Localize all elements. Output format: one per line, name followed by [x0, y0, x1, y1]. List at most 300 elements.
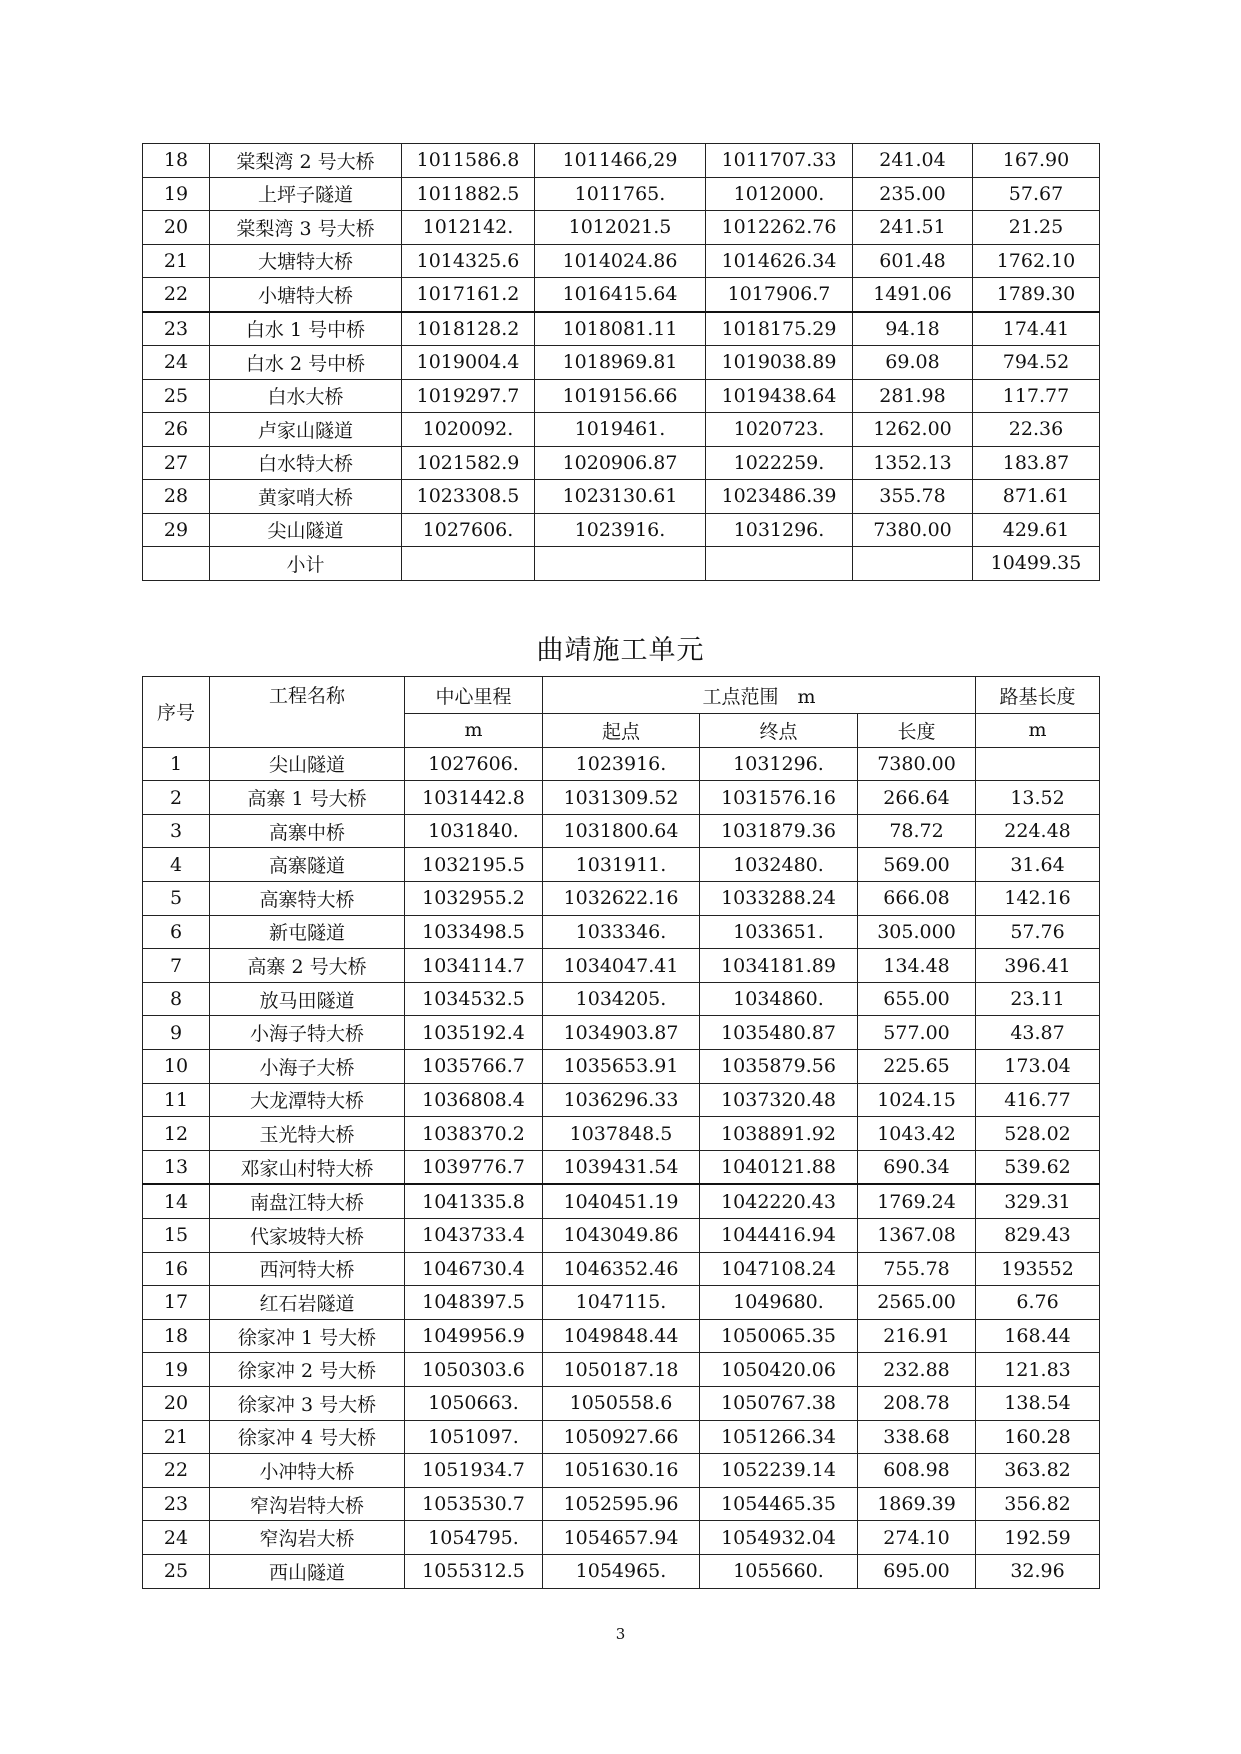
cell-center: 1014325.6 [402, 244, 535, 278]
cell-length: 1262.00 [853, 413, 973, 447]
cell-start: 1034047.41 [543, 949, 700, 983]
cell-start: 1018969.81 [535, 346, 706, 380]
section-title: 曲靖施工单元 [536, 635, 705, 666]
cell-name: 代家坡特大桥 [210, 1219, 405, 1253]
table-row [143, 1083, 1100, 1117]
cell-seq: 20 [143, 1386, 210, 1420]
cell-end: 1018175.29 [706, 312, 853, 346]
cell-end: 1049680. [700, 1286, 858, 1320]
header-start: 起点 [543, 714, 700, 748]
cell-subgrade: 396.41 [976, 949, 1100, 983]
cell-name: 放马田隧道 [210, 982, 405, 1016]
cell-center: 1021582.9 [402, 446, 535, 480]
cell-center: 1019004.4 [402, 346, 535, 380]
cell-start: 1035653.91 [543, 1050, 700, 1084]
cell-seq: 25 [143, 379, 210, 413]
cell-start: 1023916. [535, 513, 706, 547]
cell-center: 1039776.7 [405, 1150, 543, 1184]
header-name-blank [210, 714, 405, 748]
cell-end: 1020723. [706, 413, 853, 447]
cell-subgrade: 794.52 [973, 346, 1100, 380]
table-row [143, 1487, 1100, 1521]
cell-seq: 29 [143, 513, 210, 547]
cell-seq: 7 [143, 949, 210, 983]
cell-name: 小冲特大桥 [210, 1454, 405, 1488]
cell-length: 7380.00 [858, 747, 976, 781]
table-row [143, 312, 1100, 346]
cell-start: 1023916. [543, 747, 700, 781]
cell-center: 1051934.7 [405, 1454, 543, 1488]
table-row [143, 144, 1100, 178]
cell-subgrade: 13.52 [976, 781, 1100, 815]
cell-start: 1016415.64 [535, 278, 706, 312]
cell-length [853, 547, 973, 581]
cell-length: 235.00 [853, 177, 973, 211]
cell-name: 窄沟岩特大桥 [210, 1487, 405, 1521]
cell-start: 1036296.33 [543, 1083, 700, 1117]
cell-start: 1043049.86 [543, 1219, 700, 1253]
cell-start: 1049848.44 [543, 1319, 700, 1353]
cell-subgrade: 1789.30 [973, 278, 1100, 312]
cell-subgrade [976, 747, 1100, 781]
cell-seq: 17 [143, 1286, 210, 1320]
cell-end: 1034181.89 [700, 949, 858, 983]
cell-length: 338.68 [858, 1420, 976, 1454]
cell-seq: 12 [143, 1117, 210, 1151]
table-continued [142, 143, 1100, 581]
cell-seq: 2 [143, 781, 210, 815]
header-row-1 [143, 677, 1100, 714]
header-subgrade-unit: m [976, 714, 1100, 748]
header-row-2 [143, 714, 1100, 748]
cell-seq: 18 [143, 1319, 210, 1353]
table-row [143, 915, 1100, 949]
cell-name: 上坪子隧道 [210, 177, 402, 211]
cell-length: 281.98 [853, 379, 973, 413]
cell-start: 1020906.87 [535, 446, 706, 480]
cell-start: 1040451.19 [543, 1184, 700, 1218]
cell-seq: 19 [143, 1353, 210, 1387]
cell-center: 1027606. [402, 513, 535, 547]
table-row [143, 949, 1100, 983]
cell-end: 1034860. [700, 982, 858, 1016]
cell-length: 1769.24 [858, 1184, 976, 1218]
cell-length: 266.64 [858, 781, 976, 815]
cell-subgrade: 174.41 [973, 312, 1100, 346]
cell-start: 1037848.5 [543, 1117, 700, 1151]
page-number: 3 [615, 1625, 626, 1643]
cell-start: 1047115. [543, 1286, 700, 1320]
cell-length: 2565.00 [858, 1286, 976, 1320]
table-row [143, 211, 1100, 245]
cell-center: 1018128.2 [402, 312, 535, 346]
cell-end: 1035480.87 [700, 1016, 858, 1050]
cell-start: 1051630.16 [543, 1454, 700, 1488]
cell-length: 241.04 [853, 144, 973, 178]
cell-length: 755.78 [858, 1252, 976, 1286]
cell-subgrade: 829.43 [976, 1219, 1100, 1253]
cell-end: 1042220.43 [700, 1184, 858, 1218]
cell-subgrade: 142.16 [976, 882, 1100, 916]
cell-center: 1032955.2 [405, 882, 543, 916]
cell-center: 1049956.9 [405, 1319, 543, 1353]
cell-subgrade: 117.77 [973, 379, 1100, 413]
cell-end: 1012000. [706, 177, 853, 211]
cell-seq: 6 [143, 915, 210, 949]
cell-start: 1050187.18 [543, 1353, 700, 1387]
table-row [143, 982, 1100, 1016]
cell-subgrade: 6.76 [976, 1286, 1100, 1320]
cell-end: 1047108.24 [700, 1252, 858, 1286]
cell-length: 690.34 [858, 1150, 976, 1184]
cell-length: 1491.06 [853, 278, 973, 312]
table-row [143, 1554, 1100, 1588]
header-seq: 序号 [143, 677, 210, 748]
cell-length: 695.00 [858, 1554, 976, 1588]
header-range: 工点范围 m [543, 677, 976, 714]
cell-name: 红石岩隧道 [210, 1286, 405, 1320]
table-row [143, 1050, 1100, 1084]
cell-subgrade: 363.82 [976, 1454, 1100, 1488]
table-row [143, 446, 1100, 480]
header-subgrade: 路基长度 [976, 677, 1100, 714]
cell-end: 1054465.35 [700, 1487, 858, 1521]
cell-start: 1031309.52 [543, 781, 700, 815]
cell-subgrade: 167.90 [973, 144, 1100, 178]
cell-subgrade: 224.48 [976, 814, 1100, 848]
cell-subgrade: 192.59 [976, 1521, 1100, 1555]
cell-center: 1051097. [405, 1420, 543, 1454]
cell-name: 西河特大桥 [210, 1252, 405, 1286]
cell-length: 1043.42 [858, 1117, 976, 1151]
cell-seq: 19 [143, 177, 210, 211]
cell-name: 尖山隧道 [210, 747, 405, 781]
cell-center: 1031840. [405, 814, 543, 848]
cell-subgrade: 871.61 [973, 480, 1100, 514]
cell-seq: 22 [143, 1454, 210, 1488]
cell-center: 1032195.5 [405, 848, 543, 882]
cell-subgrade: 22.36 [973, 413, 1100, 447]
cell-length: 78.72 [858, 814, 976, 848]
cell-start: 1019156.66 [535, 379, 706, 413]
cell-subgrade: 173.04 [976, 1050, 1100, 1084]
cell-start: 1050927.66 [543, 1420, 700, 1454]
cell-start: 1046352.46 [543, 1252, 700, 1286]
cell-end: 1012262.76 [706, 211, 853, 245]
cell-subgrade: 329.31 [976, 1184, 1100, 1218]
cell-end: 1031879.36 [700, 814, 858, 848]
cell-seq: 28 [143, 480, 210, 514]
cell-seq: 27 [143, 446, 210, 480]
cell-end: 1055660. [700, 1554, 858, 1588]
cell-center: 1011882.5 [402, 177, 535, 211]
table-row [143, 1319, 1100, 1353]
cell-end: 1031296. [700, 747, 858, 781]
cell-seq [143, 547, 210, 581]
cell-center: 1033498.5 [405, 915, 543, 949]
cell-seq: 11 [143, 1083, 210, 1117]
header-center: 中心里程 [405, 677, 543, 714]
cell-seq: 8 [143, 982, 210, 1016]
cell-center: 1035766.7 [405, 1050, 543, 1084]
table-row [143, 480, 1100, 514]
cell-name: 南盘江特大桥 [210, 1184, 405, 1218]
table-row [143, 848, 1100, 882]
cell-start: 1023130.61 [535, 480, 706, 514]
cell-subgrade: 32.96 [976, 1554, 1100, 1588]
cell-name: 徐家冲 3 号大桥 [210, 1386, 405, 1420]
cell-name: 高寨中桥 [210, 814, 405, 848]
cell-length: 7380.00 [853, 513, 973, 547]
cell-subgrade: 57.67 [973, 177, 1100, 211]
header-end: 终点 [700, 714, 858, 748]
cell-seq: 24 [143, 346, 210, 380]
cell-length: 94.18 [853, 312, 973, 346]
cell-seq: 14 [143, 1184, 210, 1218]
cell-seq: 5 [143, 882, 210, 916]
cell-end: 1044416.94 [700, 1219, 858, 1253]
cell-seq: 21 [143, 244, 210, 278]
table-row [143, 1016, 1100, 1050]
cell-end: 1037320.48 [700, 1083, 858, 1117]
cell-name: 高寨特大桥 [210, 882, 405, 916]
cell-end: 1017906.7 [706, 278, 853, 312]
cell-end: 1050420.06 [700, 1353, 858, 1387]
table-row [143, 346, 1100, 380]
cell-center: 1055312.5 [405, 1554, 543, 1588]
cell-length: 577.00 [858, 1016, 976, 1050]
cell-end: 1014626.34 [706, 244, 853, 278]
cell-length: 274.10 [858, 1521, 976, 1555]
cell-end: 1040121.88 [700, 1150, 858, 1184]
cell-start: 1034903.87 [543, 1016, 700, 1050]
cell-seq: 3 [143, 814, 210, 848]
cell-length: 208.78 [858, 1386, 976, 1420]
cell-subgrade: 21.25 [973, 211, 1100, 245]
cell-end: 1054932.04 [700, 1521, 858, 1555]
cell-end: 1050767.38 [700, 1386, 858, 1420]
cell-center: 1048397.5 [405, 1286, 543, 1320]
cell-name: 棠梨湾 2 号大桥 [210, 144, 402, 178]
cell-start: 1012021.5 [535, 211, 706, 245]
cell-name: 黄家哨大桥 [210, 480, 402, 514]
cell-start: 1031911. [543, 848, 700, 882]
cell-length: 569.00 [858, 848, 976, 882]
cell-length: 1024.15 [858, 1083, 976, 1117]
cell-center: 1053530.7 [405, 1487, 543, 1521]
cell-name: 高寨 1 号大桥 [210, 781, 405, 815]
cell-center: 1038370.2 [405, 1117, 543, 1151]
cell-seq: 13 [143, 1150, 210, 1184]
cell-start: 1050558.6 [543, 1386, 700, 1420]
table-row [143, 1454, 1100, 1488]
cell-end: 1051266.34 [700, 1420, 858, 1454]
cell-length: 69.08 [853, 346, 973, 380]
cell-length: 1352.13 [853, 446, 973, 480]
cell-center: 1050663. [405, 1386, 543, 1420]
cell-seq: 4 [143, 848, 210, 882]
cell-subgrade: 121.83 [976, 1353, 1100, 1387]
cell-name: 卢家山隧道 [210, 413, 402, 447]
cell-length: 601.48 [853, 244, 973, 278]
cell-center: 1023308.5 [402, 480, 535, 514]
cell-end: 1038891.92 [700, 1117, 858, 1151]
cell-subgrade: 429.61 [973, 513, 1100, 547]
table-row [143, 882, 1100, 916]
cell-subgrade: 416.77 [976, 1083, 1100, 1117]
table-row [143, 1184, 1100, 1218]
table-row [143, 1420, 1100, 1454]
table-continued-body [143, 144, 1100, 581]
table-row [143, 513, 1100, 547]
cell-name: 白水 2 号中桥 [210, 346, 402, 380]
cell-subgrade: 43.87 [976, 1016, 1100, 1050]
cell-start: 1031800.64 [543, 814, 700, 848]
cell-length: 241.51 [853, 211, 973, 245]
cell-subgrade: 193552 [976, 1252, 1100, 1286]
cell-start: 1011466,29 [535, 144, 706, 178]
cell-seq: 16 [143, 1252, 210, 1286]
table-row [143, 814, 1100, 848]
cell-seq: 10 [143, 1050, 210, 1084]
cell-start: 1054965. [543, 1554, 700, 1588]
cell-center: 1046730.4 [405, 1252, 543, 1286]
cell-center: 1020092. [402, 413, 535, 447]
cell-name: 窄沟岩大桥 [210, 1521, 405, 1555]
cell-seq: 15 [143, 1219, 210, 1253]
table-row [143, 413, 1100, 447]
table-qujing [142, 676, 1100, 1589]
cell-name: 西山隧道 [210, 1554, 405, 1588]
cell-center: 1027606. [405, 747, 543, 781]
cell-seq: 9 [143, 1016, 210, 1050]
cell-subgrade: 168.44 [976, 1319, 1100, 1353]
cell-length: 232.88 [858, 1353, 976, 1387]
cell-start: 1054657.94 [543, 1521, 700, 1555]
cell-end [706, 547, 853, 581]
cell-end: 1032480. [700, 848, 858, 882]
cell-name: 徐家冲 2 号大桥 [210, 1353, 405, 1387]
cell-start: 1011765. [535, 177, 706, 211]
cell-subgrade: 528.02 [976, 1117, 1100, 1151]
cell-center: 1054795. [405, 1521, 543, 1555]
cell-end: 1022259. [706, 446, 853, 480]
cell-seq: 23 [143, 312, 210, 346]
cell-name: 小海子大桥 [210, 1050, 405, 1084]
header-length: 长度 [858, 714, 976, 748]
cell-name: 邓家山村特大桥 [210, 1150, 405, 1184]
cell-name: 玉光特大桥 [210, 1117, 405, 1151]
cell-length: 1367.08 [858, 1219, 976, 1253]
cell-center: 1050303.6 [405, 1353, 543, 1387]
table-row [143, 1353, 1100, 1387]
cell-name: 徐家冲 1 号大桥 [210, 1319, 405, 1353]
cell-center: 1034114.7 [405, 949, 543, 983]
cell-name: 高寨 2 号大桥 [210, 949, 405, 983]
table-row [143, 747, 1100, 781]
table-row [143, 1150, 1100, 1184]
cell-name: 大龙潭特大桥 [210, 1083, 405, 1117]
cell-seq: 18 [143, 144, 210, 178]
cell-end: 1031296. [706, 513, 853, 547]
cell-center: 1017161.2 [402, 278, 535, 312]
cell-name: 白水特大桥 [210, 446, 402, 480]
cell-name: 小塘特大桥 [210, 278, 402, 312]
cell-center: 1011586.8 [402, 144, 535, 178]
cell-start: 1034205. [543, 982, 700, 1016]
cell-length: 305.000 [858, 915, 976, 949]
cell-subgrade: 31.64 [976, 848, 1100, 882]
cell-center: 1034532.5 [405, 982, 543, 1016]
cell-start: 1014024.86 [535, 244, 706, 278]
cell-center: 1036808.4 [405, 1083, 543, 1117]
table-row [143, 781, 1100, 815]
cell-name: 高寨隧道 [210, 848, 405, 882]
table-row [143, 1286, 1100, 1320]
cell-center: 1035192.4 [405, 1016, 543, 1050]
cell-end: 1033288.24 [700, 882, 858, 916]
cell-subgrade: 356.82 [976, 1487, 1100, 1521]
cell-name: 大塘特大桥 [210, 244, 402, 278]
cell-subgrade: 57.76 [976, 915, 1100, 949]
cell-length: 355.78 [853, 480, 973, 514]
cell-center: 1041335.8 [405, 1184, 543, 1218]
cell-center: 1031442.8 [405, 781, 543, 815]
cell-length: 655.00 [858, 982, 976, 1016]
cell-end: 1033651. [700, 915, 858, 949]
cell-length: 134.48 [858, 949, 976, 983]
header-name: 工程名称 [210, 677, 405, 714]
cell-seq: 23 [143, 1487, 210, 1521]
cell-name: 棠梨湾 3 号大桥 [210, 211, 402, 245]
table-qujing-body [143, 747, 1100, 1588]
cell-end: 1019438.64 [706, 379, 853, 413]
cell-seq: 25 [143, 1554, 210, 1588]
table-row [143, 1117, 1100, 1151]
cell-length: 225.65 [858, 1050, 976, 1084]
table-row [143, 379, 1100, 413]
cell-subgrade: 10499.35 [973, 547, 1100, 581]
cell-subgrade: 23.11 [976, 982, 1100, 1016]
cell-length: 216.91 [858, 1319, 976, 1353]
cell-seq: 26 [143, 413, 210, 447]
cell-end: 1031576.16 [700, 781, 858, 815]
cell-name: 小计 [210, 547, 402, 581]
cell-subgrade: 160.28 [976, 1420, 1100, 1454]
cell-end: 1035879.56 [700, 1050, 858, 1084]
cell-center [402, 547, 535, 581]
cell-end: 1023486.39 [706, 480, 853, 514]
cell-name: 新屯隧道 [210, 915, 405, 949]
cell-name: 白水大桥 [210, 379, 402, 413]
cell-length: 1869.39 [858, 1487, 976, 1521]
cell-seq: 24 [143, 1521, 210, 1555]
cell-length: 608.98 [858, 1454, 976, 1488]
cell-start: 1039431.54 [543, 1150, 700, 1184]
cell-center: 1019297.7 [402, 379, 535, 413]
cell-start: 1018081.11 [535, 312, 706, 346]
table-row [143, 1521, 1100, 1555]
cell-subgrade: 539.62 [976, 1150, 1100, 1184]
table-row [143, 244, 1100, 278]
cell-name: 徐家冲 4 号大桥 [210, 1420, 405, 1454]
cell-name: 白水 1 号中桥 [210, 312, 402, 346]
table-row [143, 278, 1100, 312]
cell-end: 1011707.33 [706, 144, 853, 178]
table-row [143, 547, 1100, 581]
header-center-unit: m [405, 714, 543, 748]
cell-seq: 1 [143, 747, 210, 781]
